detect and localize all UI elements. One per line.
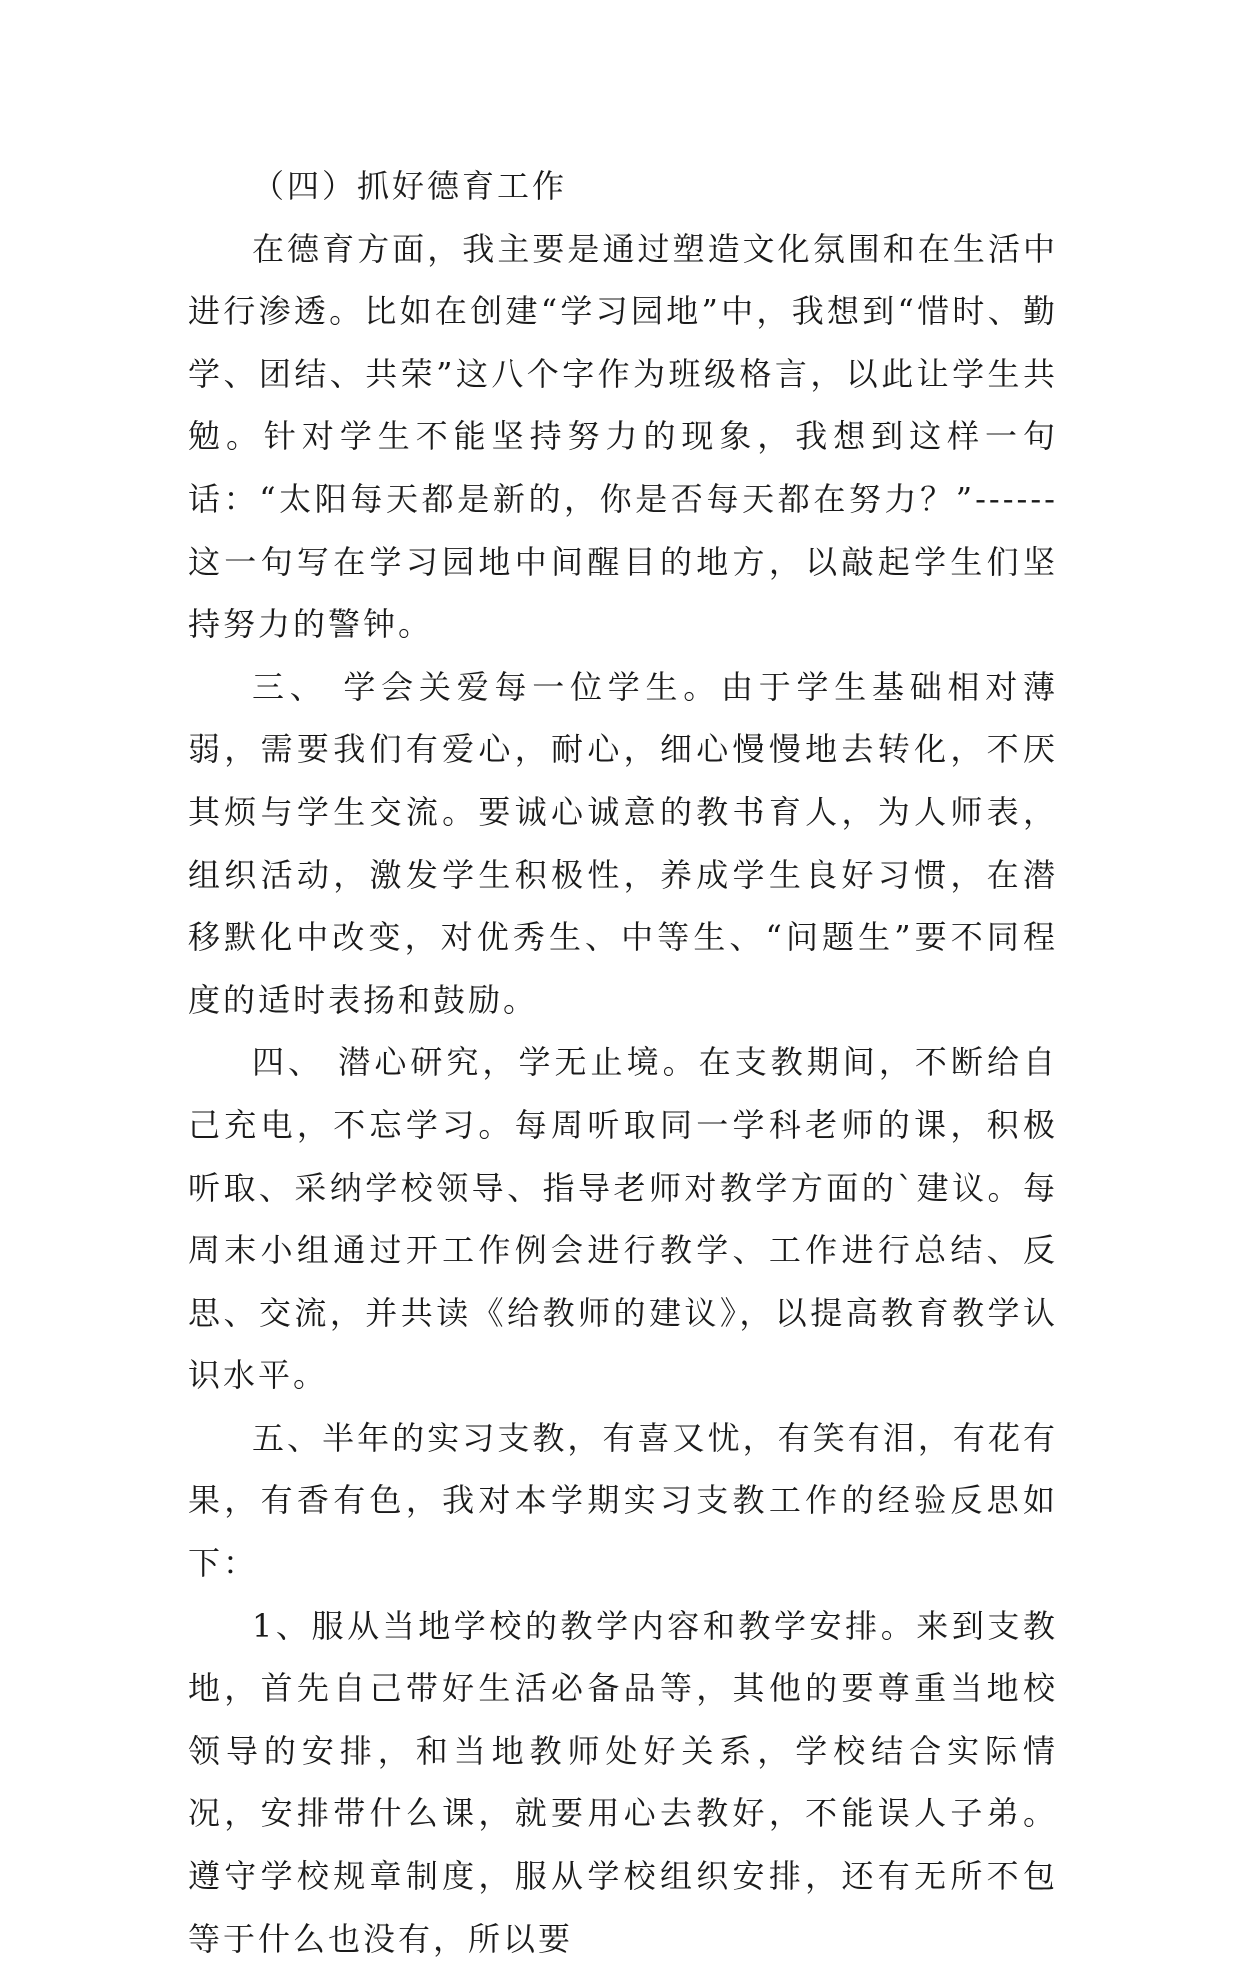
section-heading: （四）抓好德育工作 [252, 167, 568, 205]
paragraph: 在德育方面，我主要是通过塑造文化氛围和在生活中进行渗透。比如在创建“学习园地”中，我想到“惜时、勤学、团结、共荣”这八个字作为班级格言，以此让学生共勉。针对学生不能坚持努力的现象，我想到这样一句话：“太阳每天都是新的，你是否每天都在努力？”------这一句写在学习园地中间醒目的地方，以敲起学生们坚持努力的警钟。 [188, 229, 1058, 644]
document-body [188, 155, 1058, 1970]
paragraph: 四、 潜心研究，学无止境。在支教期间，不断给自己充电，不忘学习。每周听取同一学科老师的课，积极听取、采纳学校领导、指导老师对教学方面的`建议。每周末小组通过开工作例会进行教学、工作进行总结、反思、交流，并共读《给教师的建议》，以提高教育教学认识水平。 [188, 1043, 1058, 1395]
paragraph: 五、半年的实习支教，有喜又忧，有笑有泪，有花有果，有香有色，我对本学期实习支教工作的经验反思如下： [188, 1418, 1058, 1583]
paragraph: 1、服从当地学校的教学内容和教学安排。来到支教地，首先自己带好生活必备品等，其他的要尊重当地校领导的安排，和当地教师处好关系，学校结合实际情况，安排带什么课，就要用心去教好，不能误人子弟。遵守学校规章制度，服从学校组织安排，还有无所不包等于什么也没有，所以要 [188, 1606, 1058, 1958]
paragraph: 三、 学会关爱每一位学生。由于学生基础相对薄弱，需要我们有爱心，耐心，细心慢慢地去转化，不厌其烦与学生交流。要诚心诚意的教书育人，为人师表，组织活动，激发学生积极性，养成学生良好习惯，在潜移默化中改变，对优秀生、中等生、“问题生”要不同程度的适时表扬和鼓励。 [188, 667, 1058, 1019]
